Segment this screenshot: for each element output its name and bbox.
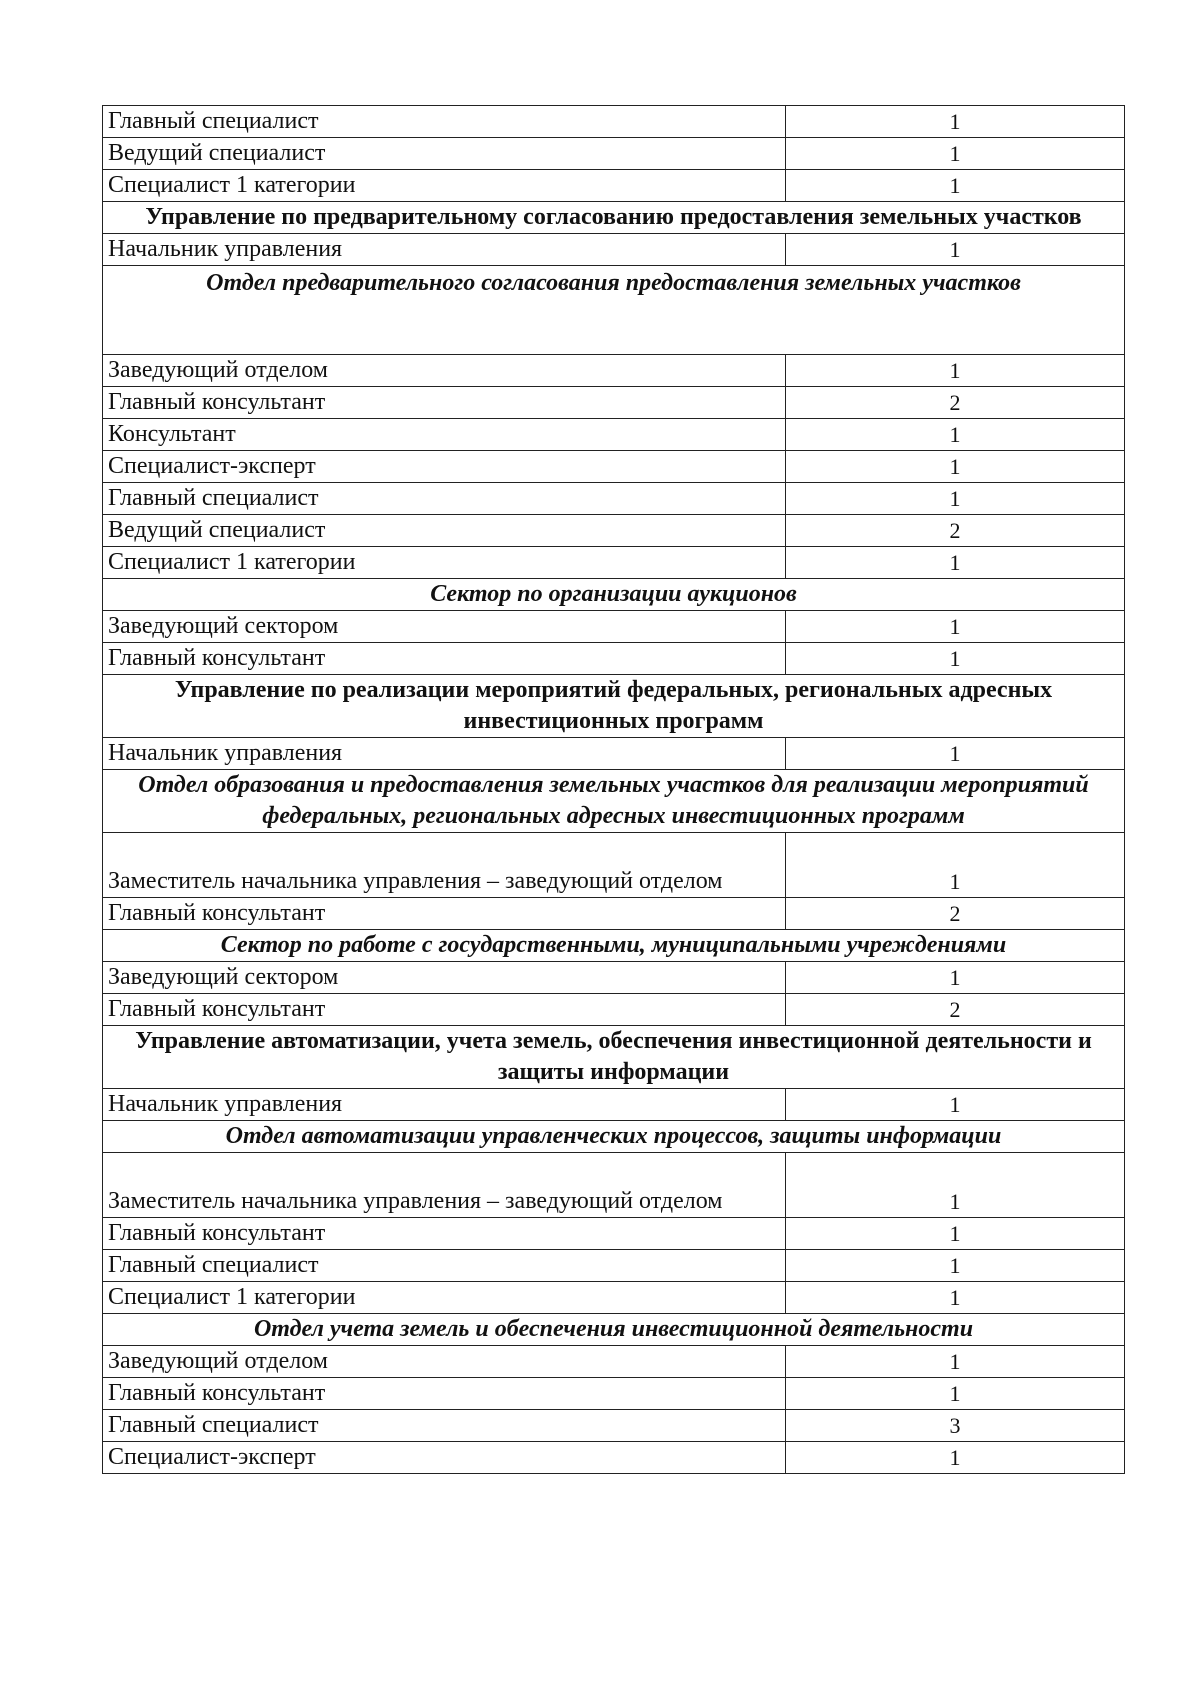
position-row: [103, 483, 1125, 515]
position-count: 1: [786, 962, 1125, 994]
position-name: Главный консультант: [103, 898, 786, 930]
position-row: [103, 1442, 1125, 1474]
position-count: 1: [786, 611, 1125, 643]
staffing-table: [102, 105, 1125, 1474]
position-row: [103, 1250, 1125, 1282]
position-count: 1: [786, 234, 1125, 266]
position-name: Ведущий специалист: [103, 138, 786, 170]
position-name: Главный консультант: [103, 643, 786, 675]
division-header-row: [103, 266, 1125, 355]
position-name: Главный специалист: [103, 483, 786, 515]
division-title: Сектор по организации аукционов: [103, 579, 1125, 611]
position-count: 1: [786, 1089, 1125, 1121]
position-count: 1: [786, 106, 1125, 138]
position-row: [103, 1218, 1125, 1250]
position-count: 1: [786, 355, 1125, 387]
position-count: 2: [786, 515, 1125, 547]
position-count: 1: [786, 1442, 1125, 1474]
position-name: Заведующий сектором: [103, 962, 786, 994]
position-row: [103, 962, 1125, 994]
position-row: [103, 234, 1125, 266]
position-count: 1: [786, 1250, 1125, 1282]
position-count: 1: [786, 1153, 1125, 1218]
position-row: [103, 355, 1125, 387]
division-header-row: [103, 1121, 1125, 1153]
division-title: Отдел предварительного согласования предоставления земельных участков: [103, 266, 1125, 355]
division-header-row: [103, 579, 1125, 611]
position-row: [103, 387, 1125, 419]
position-name: Заведующий отделом: [103, 1346, 786, 1378]
position-count: 1: [786, 1282, 1125, 1314]
position-name: Заместитель начальника управления – заведующий отделом: [103, 833, 786, 898]
position-row: [103, 170, 1125, 202]
position-row: [103, 138, 1125, 170]
position-name: Главный специалист: [103, 106, 786, 138]
position-name: Главный консультант: [103, 387, 786, 419]
position-count: 1: [786, 170, 1125, 202]
department-title: Управление по предварительному согласованию предоставления земельных участков: [103, 202, 1125, 234]
position-row: [103, 1346, 1125, 1378]
position-name: Специалист 1 категории: [103, 547, 786, 579]
position-row: [103, 898, 1125, 930]
division-header-row: [103, 770, 1125, 833]
position-count: 1: [786, 1346, 1125, 1378]
position-row: [103, 1153, 1125, 1218]
position-count: 3: [786, 1410, 1125, 1442]
position-name: Консультант: [103, 419, 786, 451]
position-count: 1: [786, 483, 1125, 515]
position-row: [103, 1282, 1125, 1314]
position-name: Начальник управления: [103, 234, 786, 266]
division-title: Отдел учета земель и обеспечения инвестиционной деятельности: [103, 1314, 1125, 1346]
staffing-table-body: [103, 106, 1125, 1474]
position-count: 1: [786, 419, 1125, 451]
division-title: Сектор по работе с государственными, муниципальными учреждениями: [103, 930, 1125, 962]
position-row: [103, 994, 1125, 1026]
department-header-row: [103, 1026, 1125, 1089]
position-name: Главный специалист: [103, 1250, 786, 1282]
position-row: [103, 1410, 1125, 1442]
division-header-row: [103, 930, 1125, 962]
position-row: [103, 451, 1125, 483]
position-name: Главный консультант: [103, 1378, 786, 1410]
position-count: 1: [786, 833, 1125, 898]
position-row: [103, 643, 1125, 675]
position-row: [103, 1378, 1125, 1410]
position-name: Специалист 1 категории: [103, 1282, 786, 1314]
position-name: Начальник управления: [103, 738, 786, 770]
position-row: [103, 833, 1125, 898]
position-name: Специалист 1 категории: [103, 170, 786, 202]
department-title: Управление по реализации мероприятий федеральных, региональных адресных инвестиционных программ: [103, 675, 1125, 738]
position-name: Начальник управления: [103, 1089, 786, 1121]
position-count: 1: [786, 738, 1125, 770]
position-row: [103, 547, 1125, 579]
division-title: Отдел автоматизации управленческих процессов, защиты информации: [103, 1121, 1125, 1153]
department-header-row: [103, 202, 1125, 234]
position-row: [103, 738, 1125, 770]
position-row: [103, 106, 1125, 138]
position-name: Специалист-эксперт: [103, 1442, 786, 1474]
position-count: 1: [786, 547, 1125, 579]
position-count: 2: [786, 994, 1125, 1026]
position-count: 1: [786, 643, 1125, 675]
division-header-row: [103, 1314, 1125, 1346]
position-count: 1: [786, 1218, 1125, 1250]
position-name: Специалист-эксперт: [103, 451, 786, 483]
position-count: 1: [786, 1378, 1125, 1410]
department-header-row: [103, 675, 1125, 738]
division-title: Отдел образования и предоставления земельных участков для реализации мероприятий федеральных, региональных адресных инвестиционных программ: [103, 770, 1125, 833]
position-name: Заведующий отделом: [103, 355, 786, 387]
position-count: 2: [786, 387, 1125, 419]
position-name: Главный консультант: [103, 1218, 786, 1250]
position-name: Заместитель начальника управления – заведующий отделом: [103, 1153, 786, 1218]
position-row: [103, 419, 1125, 451]
position-row: [103, 1089, 1125, 1121]
position-row: [103, 515, 1125, 547]
position-name: Главный консультант: [103, 994, 786, 1026]
position-count: 1: [786, 138, 1125, 170]
position-name: Заведующий сектором: [103, 611, 786, 643]
position-count: 1: [786, 451, 1125, 483]
position-row: [103, 611, 1125, 643]
department-title: Управление автоматизации, учета земель, обеспечения инвестиционной деятельности и защиты информации: [103, 1026, 1125, 1089]
position-name: Ведущий специалист: [103, 515, 786, 547]
position-count: 2: [786, 898, 1125, 930]
position-name: Главный специалист: [103, 1410, 786, 1442]
